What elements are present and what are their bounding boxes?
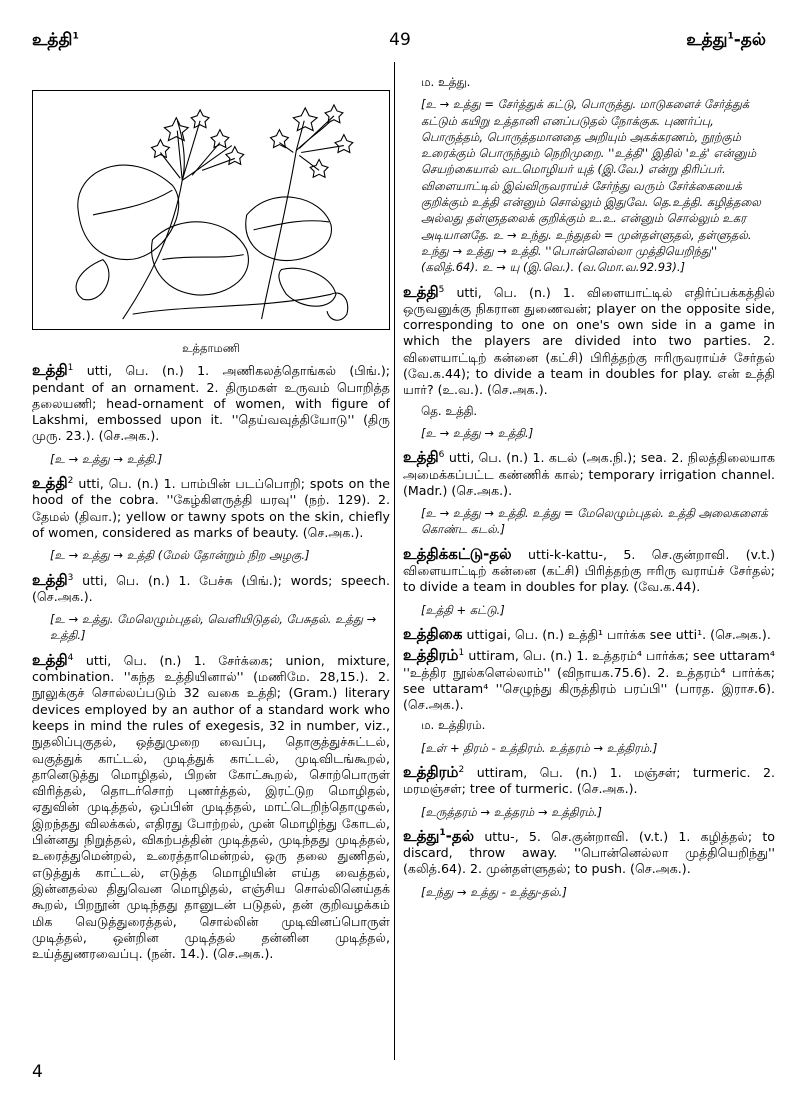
entry-body: uttiram, பெ. (n.) 1. மஞ்சள்; turmeric. 2. மரமஞ்சள்; tree of turmeric. (செ.அக.). xyxy=(403,764,775,797)
etymology: [உத்தி + கட்டு.] xyxy=(421,602,505,617)
headword: உத்தி xyxy=(32,650,68,669)
headword: உத்தி xyxy=(403,282,439,301)
entry-body: utti, பெ. (n.) 1. பாம்பின் படப்பொறி; spots on the hood of the cobra. ''கேழ்கிளருத்தி யரவு'' (நற். 129). 2. தேமல் (திவா.); yellow or tawny spots on the skin, chiefly of women, considered as marks of beauty. (செ.அக.). xyxy=(32,476,390,540)
headword: உத்திகை xyxy=(403,624,463,643)
entry-uttikkattu xyxy=(403,546,775,596)
column-divider xyxy=(394,62,395,1060)
entry-body: utti, பெ. (n.) 1. சேர்க்கை; union, mixture, combination. ''கந்த உத்தியினால்'' (மணிமே. 28,15.). 2. நூலுக்குச் சொல்லப்படும் 32 வகை உத்தி; (Gram.) literary devices employed by an author of a standard work who keeps in mind the rules of exegesis, 32 in number, viz., நுதலிப்புகுதல், ஒத்துமுறை வைப்பு, தொகுத்துச்சுட்டல், வகுத்துக் காட்டல், முடித்துக் காட்டல், முடிவிடங்கூறல், தானெடுத்து மொழிதல், பிறன் கோட்கூறல், சொற்பொருள் விரித்தல், தொடர்சொற் புணர்த்தல், இரட்டுற மொழிதல், ஏதுவின் முடித்தல், ஒப்பின் முடித்தல், மாட்டெறிந்தொழுகல், இறந்தது விலக்கல், எதிரது போற்றல், முன் மொழிந்து கோடல், பின்னது நிறுத்தல், விகற்பத்தின் முடித்தல், முடிந்தது முடித்தல், உரைத்துமென்றல், உரைத்தாமென்றல், ஒரு தலை துணிதல், எடுத்துக் காட்டல், எடுத்த மொழியின் எய்த வைத்தல், இன்னதல்ல திதுவென மொழிதல், எஞ்சிய சொல்லினெய்தக் கூறல், பிறநூன் முடிந்தது தானுடன் படுதல், தன் குறிவழக்கம் மிக வெடுத்துரைத்தல், சொல்லின் முடிவினப்பொருள் முடித்தல், ஒன்றின முடித்தல் தன்னின முடித்தல், உய்த்துணரவைப்பு. (நன். 14.). (செ.அக.). xyxy=(32,652,391,962)
entry-utti-3: உத்தி$^3$ utti, பெ. (n.) 1. பேச்சு (பிங்.); words; speech. (செ.அக.). xyxy=(32,570,390,604)
entry-utti-1: உத்தி$^1$ utti, பெ. (n.) 1. அணிகலத்தொங்கல் (பிங்.); pendant of an ornament. 2. திருமகள் உருவம் பொறித்த தலையணி; head-ornament of women, with figure of Lakshmi, embossed upon it. ''தெய்வவுத்தியோடு'' (திரு முரு. 23.). (செ.அக.). xyxy=(32,361,390,444)
entry-utti-6: உத்தி$^6$ utti, பெ. (n.) 1. கடல் (அக.நி.); sea. 2. நிலத்திலையாக அமைக்கப்பட்ட கண்ணிக் கால்; temporary irrigation channel. (Madr.) (செ.அக.). xyxy=(403,448,775,498)
header-left-headword: உத்தி$^1$ xyxy=(32,30,79,50)
headword: உத்தி xyxy=(32,474,68,493)
headword: உத்தி xyxy=(32,361,68,380)
entry-body: uttu-, 5. செ.குன்றாவி. (v.t.) 1. கழித்தல்; to discard, throw away. ''பொன்னெல்லா முத்தியெறிந்து'' (கலித்.64). 2. முன்தள்ளுதல்; to push. (செ.அக.). xyxy=(403,828,775,877)
entry-uttu-1-tal xyxy=(403,828,775,878)
headword: உத்திரம் xyxy=(403,762,459,781)
etymology: [உ → உத்து. மேலெழும்புதல், வெளியிடுதல், பேசுதல். உத்து → உத்தி.] xyxy=(50,612,377,643)
header-right-headword: உத்து$^1$-தல் xyxy=(686,30,766,50)
entry-body: utti, பெ. (n.) 1. அணிகலத்தொங்கல் (பிங்.); pendant of an ornament. 2. திருமகள் உருவம் பொறித்த தலையணி; head-ornament of women, with figure of Lakshmi, embossed upon it. ''தெய்வவுத்தியோடு'' (திரு முரு. 23.). (செ.அக.). xyxy=(32,363,390,444)
language-note: ம. உத்திரம். xyxy=(421,718,486,733)
running-header xyxy=(0,30,800,54)
etymology: [உ → உத்து = சேர்த்துக் கட்டு, பொருத்து. மாடுகளைச் சேர்த்துக் கட்டும் கயிறு உத்தானி எனப்படுதல் நோக்குக. புணர்ப்பு, பொருத்தம், பொருத்தமானதை அறியும் அகக்கரணம், நூற்கும் உரைக்கும் பொருந்தும் நெறிமுறை. ''உத்தி'' இதில் 'உத்' என்னும் செயற்கையால் வடமொழியர் யுத் (இ.வே.) என்று திரிப்பர். விளையாட்டில் இவ்விருவராய்ச் சேர்ந்து வரும் சேர்க்கையைக் குறிக்கும் உத்தி என்னும் சொல்லும் இதுவே. தெ.உத்தி. கழித்தலை அல்லது தள்ளுதலைக் குறிக்கும் உ.உ. என்னும் சொல்லும் உகர அடியானதே. உ → உந்து. உந்துதல் = முன்தள்ளுதல், தள்ளுதல். உந்து → உத்து → உத்தி. ''பொன்னெல்லா முத்தியெறிந்து'' (கலித்.64). உ → யு (இ.வெ.). (வ.மொ.வ.92.93).] xyxy=(421,97,761,275)
entry-body: utti, பெ. (n.) 1. விளையாட்டில் எதிர்ப்பக்கத்தில் ஒருவனுக்கு நிகரான துணைவன்; player on the opposite side, corresponding to one on one's own side in a game in which the players are divided into two parties. 2. விளையாட்டிற் கன்னை (கட்சி) பிரித்தற்கு ஈரிருவராய்ச் சேர்தல் (வே.க.44); to divide a team in doubles for play. என் உத்தி யார்? (உ.வ.). (செ.அக.). xyxy=(403,284,775,398)
footer-page-number: 4 xyxy=(32,1062,43,1082)
headword: உத்திக்கட்டு-தல் xyxy=(403,544,512,563)
etymology: [உருத்தரம் → உத்தரம் → உத்திரம்.] xyxy=(421,804,602,819)
figure-caption: உத்தாமணி xyxy=(182,341,240,355)
headword: உத்தி xyxy=(32,570,68,589)
etymology: [உந்து → உத்து - உத்து-தல்.] xyxy=(421,884,567,899)
etymology: [உள் + திரம் - உத்திரம். உத்தரம் → உத்திரம்.] xyxy=(421,740,658,755)
entry-utti-5: உத்தி$^5$ utti, பெ. (n.) 1. விளையாட்டில் எதிர்ப்பக்கத்தில் ஒருவனுக்கு நிகரான துணைவன்; player on the opposite side, corresponding to one on one's own side in a game in which the players are divided into two parties. 2. விளையாட்டிற் கன்னை (கட்சி) பிரித்தற்கு ஈரிருவராய்ச் சேர்தல் (வே.க.44); to divide a team in doubles for play. என் உத்தி யார்? (உ.வ.). (செ.அக.). xyxy=(403,282,775,398)
entry-body: utti, பெ. (n.) 1. பேச்சு (பிங்.); words; speech. (செ.அக.). xyxy=(32,572,390,604)
etymology: [உ → உத்து → உத்தி (மேல் தோன்றும் நிற அழகு.] xyxy=(50,548,310,563)
language-note: ம. உத்து. xyxy=(421,75,471,89)
headword: உத்தி xyxy=(403,448,439,467)
headword: உத்திரம் xyxy=(403,646,459,665)
entry-utti-2: உத்தி$^2$ utti, பெ. (n.) 1. பாம்பின் படப்பொறி; spots on the hood of the cobra. ''கேழ்கிளருத்தி யரவு'' (நற். 129). 2. தேமல் (திவா.); yellow or tawny spots on the skin, chiefly of women, considered as marks of beauty. (செ.அக.). xyxy=(32,474,390,540)
entry-body: utti, பெ. (n.) 1. கடல் (அக.நி.); sea. 2. நிலத்திலையாக அமைக்கப்பட்ட கண்ணிக் கால்; temporary irrigation channel. (Madr.) (செ.அக.). xyxy=(403,450,775,498)
language-note: தெ. உத்தி. xyxy=(421,403,478,418)
plant-illustration xyxy=(32,90,390,330)
plant-drawing xyxy=(33,91,389,329)
etymology: [உ → உத்து → உத்தி.] xyxy=(50,451,163,466)
entry-body: utti-k-kattu-, 5. செ.குன்றாவி. (v.t.) விளையாட்டிற் கன்னை (கட்சி) பிரித்தற்கு ஈரிரு வராய்ச் சேர்தல்; to divide a team in doubles for play. (வே.க.44). xyxy=(403,546,775,595)
etymology: [உ → உத்து → உத்தி.] xyxy=(421,425,534,440)
headword: உத்து$^1$-தல் xyxy=(403,826,475,845)
entry-uttiram-1: உத்திரம்$^1$ uttiram, பெ. (n.) 1. உத்தரம்⁴ பார்க்க; see uttaram⁴ ''உத்திர நூல்களெல்லாம்'' (விநாயக.75.6). 2. உத்தரம்⁴ பார்க்க; see uttaram⁴ ''செழுந்து கிருத்திரம் பரப்பி'' (பாரத. இராச.6). (செ.அக.). xyxy=(403,646,775,713)
right-column xyxy=(403,70,775,908)
entry-body: uttiram, பெ. (n.) 1. உத்தரம்⁴ பார்க்க; see uttaram⁴ ''உத்திர நூல்களெல்லாம்'' (விநாயக.75.6). 2. உத்தரம்⁴ பார்க்க; see uttaram⁴ ''செழுந்து கிருத்திரம் பரப்பி'' (பாரத. இராச.6). (செ.அக.). xyxy=(403,648,775,713)
entry-body: uttigai, பெ. (n.) உத்தி¹ பார்க்க see utti¹. (செ.அக.). xyxy=(466,626,771,642)
left-column xyxy=(32,88,390,966)
entry-uttigai xyxy=(403,626,775,643)
entry-utti-4: உத்தி$^4$ utti, பெ. (n.) 1. சேர்க்கை; union, mixture, combination. ''கந்த உத்தியினால்'' (மணிமே. 28,15.). 2. நூலுக்குச் சொல்லப்படும் 32 வகை உத்தி; (Gram.) literary devices employed by an author of a standard work who keeps in mind the rules of exegesis, 32 in number, viz., நுதலிப்புகுதல், ஒத்துமுறை வைப்பு, தொகுத்துச்சுட்டல், வகுத்துக் காட்டல், முடித்துக் காட்டல், முடிவிடங்கூறல், தானெடுத்து மொழிதல், பிறன் கோட்கூறல், சொற்பொருள் விரித்தல், தொடர்சொற் புணர்த்தல், இரட்டுற மொழிதல், ஏதுவின் முடித்தல், ஒப்பின் முடித்தல், மாட்டெறிந்தொழுகல், இறந்தது விலக்கல், எதிரது போற்றல், முன் மொழிந்து கோடல், பின்னது நிறுத்தல், விகற்பத்தின் முடித்தல், முடிந்தது முடித்தல், உரைத்துமென்றல், உரைத்தாமென்றல், ஒரு தலை துணிதல், எடுத்துக் காட்டல், எடுத்த மொழியின் எய்த வைத்தல், இன்னதல்ல திதுவென மொழிதல், எஞ்சிய சொல்லினெய்தக் கூறல், பிறநூன் முடிந்தது தானுடன் படுதல், தன் குறிவழக்கம் மிக வெடுத்துரைத்தல், சொல்லின் முடிவினப்பொருள் முடித்தல், ஒன்றின முடித்தல் தன்னின முடித்தல், உய்த்துணரவைப்பு. (நன். 14.). (செ.அக.). xyxy=(32,650,391,962)
etymology: [உ → உத்து → உத்தி. உத்து = மேலெழும்புதல். உத்தி அலைகளைக் கொண்ட கடல்.] xyxy=(421,506,768,537)
header-page-number: 49 xyxy=(389,30,411,50)
entry-uttiram-2: உத்திரம்$^2$ uttiram, பெ. (n.) 1. மஞ்சள்; turmeric. 2. மரமஞ்சள்; tree of turmeric. (செ.அக.). xyxy=(403,762,775,797)
